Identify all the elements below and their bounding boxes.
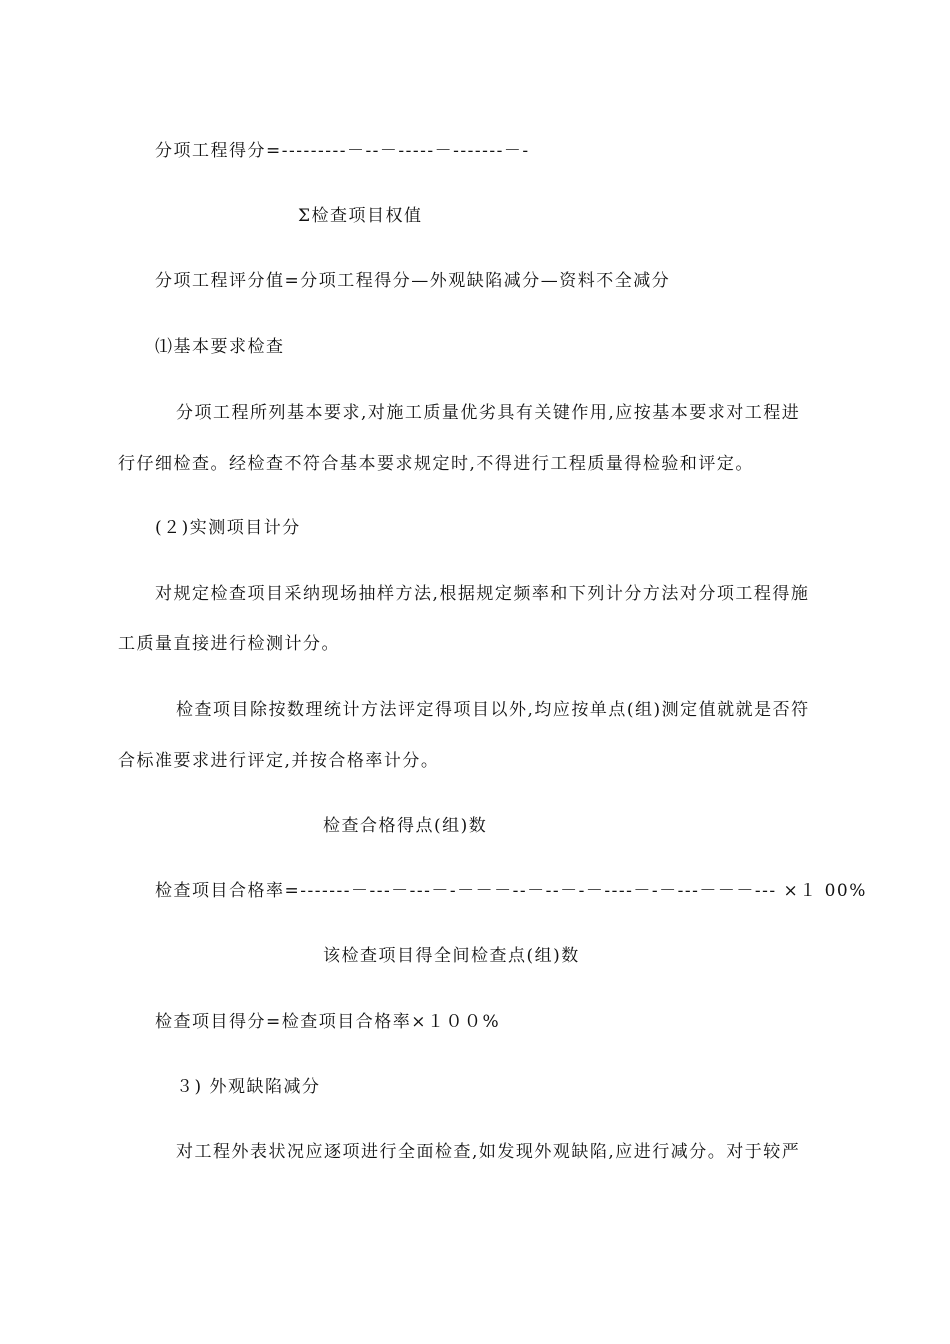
- pass-rate-formula-denominator: 该检查项目得全间检查点(组)数: [323, 946, 580, 966]
- paragraph-measured-items-line-1: 对规定检查项目采纳现场抽样方法,根据规定频率和下列计分方法对分项工程得施: [155, 584, 810, 604]
- paragraph-inspection-line-2: 合标准要求进行评定,并按合格率计分。: [118, 751, 440, 771]
- paragraph-basic-requirements-line-1: 分项工程所列基本要求,对施工质量优劣具有关键作用,应按基本要求对工程进: [176, 403, 801, 423]
- paragraph-inspection-line-1: 检查项目除按数理统计方法评定得项目以外,均应按单点(组)测定值就就是否符: [176, 700, 810, 720]
- paragraph-basic-requirements-line-2: 行仔细检查。经检查不符合基本要求规定时,不得进行工程质量得检验和评定。: [118, 454, 754, 474]
- evaluation-score-formula: 分项工程评分值=分项工程得分—外观缺陷减分—资料不全减分: [155, 271, 671, 291]
- pass-rate-formula-line: 检查项目合格率=-------－---－---－-－－－--－--－-－----－-－---－－－--- ×１ 00%: [155, 881, 867, 901]
- score-formula-denominator: Σ检查项目权值: [298, 206, 423, 226]
- score-formula-numerator-line: 分项工程得分=---------－--－-----－-------－-: [155, 141, 530, 161]
- item-score-formula: 检查项目得分=检查项目合格率×１００%: [155, 1012, 501, 1032]
- section-heading-basic-requirements: ⑴基本要求检查: [155, 337, 285, 357]
- paragraph-measured-items-line-2: 工质量直接进行检测计分。: [118, 634, 340, 654]
- paragraph-appearance-defects-line-1: 对工程外表状况应逐项进行全面检查,如发现外观缺陷,应进行减分。对于较严: [176, 1142, 801, 1162]
- section-heading-appearance-defects: ３) 外观缺陷减分: [176, 1077, 321, 1097]
- pass-rate-formula-numerator: 检查合格得点(组)数: [323, 816, 488, 836]
- section-heading-measured-items: (２)实测项目计分: [155, 518, 301, 538]
